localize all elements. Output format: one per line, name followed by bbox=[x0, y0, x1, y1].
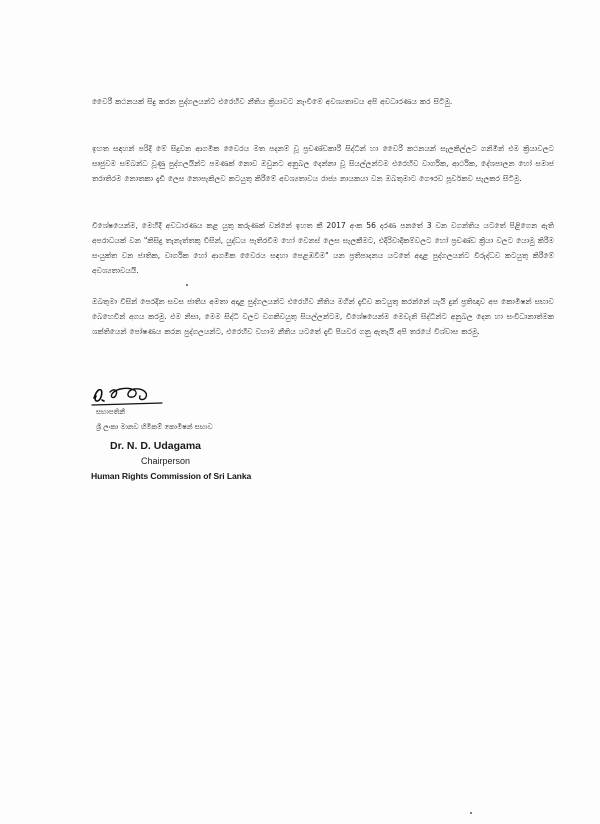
commission-name-sinhala: ශ්‍රී ලංකා මානව හිමිකම් කොමිෂන් සභාව bbox=[96, 423, 213, 431]
letter-paragraph-3: විශේෂයෙන්ම, මෙහිදී අවධාරණය කළ යුතු කරුණක් වන්නේ ඉහත කී 2017 අංක 56 දරණ පනතේ 3 වන වගන්තිය යටතේ පිළිගෙන ඇති අපරාධයක් වන "කිසිදු තැනැත්තකු විසින්, යුද්ධය පැතිරවීම හෝ වෙනස් ලෙස සැලකීමට, එදිරිවාදිකම්වලට හෝ ප්‍රචණ්ඩ ක්‍රියා වලට යොමු කිරීම සංයුක්ත වන ජාතික, වාර්ගික හෝ ආගමික වෛරය සඳහා පෙළඹවීම" යන ප්‍රතිපාදනය යටතේ අදාළ පුද්ගලයන්ට විරුද්ධව කටයුතු කිරීමේ අවශ්‍යතාවයයි. bbox=[92, 221, 554, 275]
signatory-title: Chairperson bbox=[141, 456, 191, 466]
letter-paragraph-4: ඔබතුමා විසින් පෙරදින සවස ජාතිය අමතා අදාළ පුද්ගලයන්ට එරෙහිව නීතිය මගින් දැඩිව කටයුතු කරන්නේ යැයි දුන් ප්‍රතිඥාව අප කොමිෂන් සභාව බෙහෙවින් අගය කරමු. එම නිසා, මෙම සිද්ධි වලට වගකිවයුතු සියල්ලන්ටම, විශේෂයෙන්ම මෙවැනි සිද්ධීන්ට අනුබල දෙන හා සංවිධානාත්මක ශක්තියෙන් පෝෂණය කරන පුද්ගලයන්ට, එරෙහිව වහාම නීතිය යටතේ දැඩි පියවර ගනු ඇතැයි අපි තරයේ විශ්වාස කරමු. bbox=[92, 297, 554, 336]
signatory-name: Dr. N. D. Udagama bbox=[110, 440, 202, 452]
letter-paragraph-1: වෛරී කථනයක් සිදු කරන පුද්ගලයන්ට එරෙහිව නීතිය ක්‍රියාවට නැංවීමේ අවශ්‍යතාවය අපි අවධාරණය කර සිටිමු. bbox=[92, 97, 453, 106]
scan-speck bbox=[186, 284, 188, 286]
commission-name: Human Rights Commission of Sri Lanka bbox=[91, 471, 252, 481]
scan-speck bbox=[470, 812, 472, 814]
signatory-title-sinhala: සභාපතිනී bbox=[96, 408, 125, 416]
letter-paragraph-2: ඉහත සඳහන් පරිදි මේ සිදුවන ආගමික වෛරය මත පදනම් වූ ප්‍රචණ්ඩකාරී සිද්ධීන් හා වෛරී කථනයන් සැලකිල්ලට ගනිමින් එම ක්‍රියාවලට සෘජුවම සම්බන්ධ වූණු පුද්ගලයින්ට පමණක් නොව ඔවුනට අනුබල දෙන්නා වූ සියල්ලන්ටම එරෙහිව වාර්ගික, ආර්ථික, දේශපාලන හෝ සමාජ තරාතිරම නොතකා දැඩි ලෙස නොපැකිලව කටයුතු කිරීමේ අවශ්‍යතාවය රාජ්‍ය නායකයා වන ඔබතුමාට ගෞරව පූර්වකව සැලකර සිටිමු. bbox=[92, 144, 554, 183]
handwritten-signature bbox=[88, 378, 166, 410]
